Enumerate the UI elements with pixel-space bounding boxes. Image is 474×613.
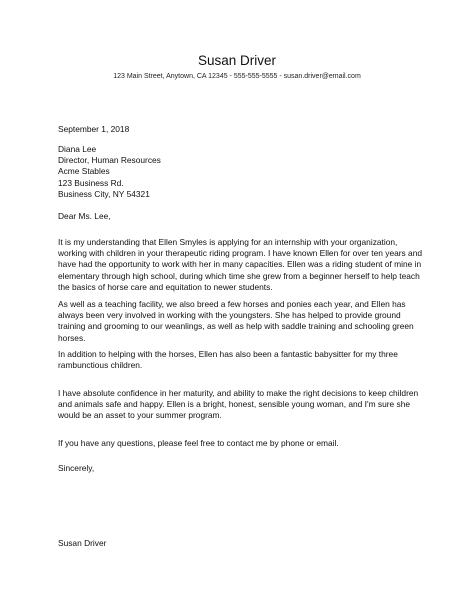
recipient-address-block — [58, 144, 428, 200]
sender-contact-line: 123 Main Street, Anytown, CA 12345 - 555-555-5555 - susan.driver@email.com — [113, 73, 361, 80]
sender-name: Susan Driver — [197, 53, 277, 68]
body-paragraph-1: It is my understanding that Ellen Smyles is applying for an internship with your organization, working with children in your therapeutic riding program. I have known Ellen for over ten years and have had the opportunity to work with her in many capacities. Ellen was a riding student of mine in elementary through high school, during which time she grew from a beginner herself to help teach the basics of horse care and equitation to newer students. — [58, 237, 423, 292]
body-paragraph-2: As well as a teaching facility, we also breed a few horses and ponies each year, and Ellen has always been very involved in working with the youngsters. She has helped to provide ground training and grooming to our weanlings, as well as help with saddle training and schooling green horses. — [58, 299, 414, 343]
salutation: Dear Ms. Lee, — [58, 211, 111, 221]
recipient-city: Business City, NY 54321 — [58, 188, 150, 199]
recipient-company: Acme Stables — [58, 166, 110, 177]
body-paragraph-3: In addition to helping with the horses, Ellen has also been a fantastic babysitter for my three rambunctious children. — [58, 349, 398, 371]
recipient-street: 123 Business Rd. — [58, 177, 124, 188]
signature-name: Susan Driver — [58, 538, 107, 548]
closing: Sincerely, — [58, 463, 95, 473]
body-paragraph-5: If you have any questions, please feel free to contact me by phone or email. — [58, 438, 339, 448]
recipient-name: Diana Lee — [58, 144, 97, 154]
body-paragraph-4: I have absolute confidence in her maturity, and ability to make the right decisions to keep children and animals safe and happy. Ellen is a bright, honest, sensible young woman, and I'm sure she would be an asset to your summer program. — [58, 388, 419, 421]
letter-date: September 1, 2018 — [58, 124, 130, 134]
recipient-title: Director, Human Resources — [58, 155, 161, 166]
